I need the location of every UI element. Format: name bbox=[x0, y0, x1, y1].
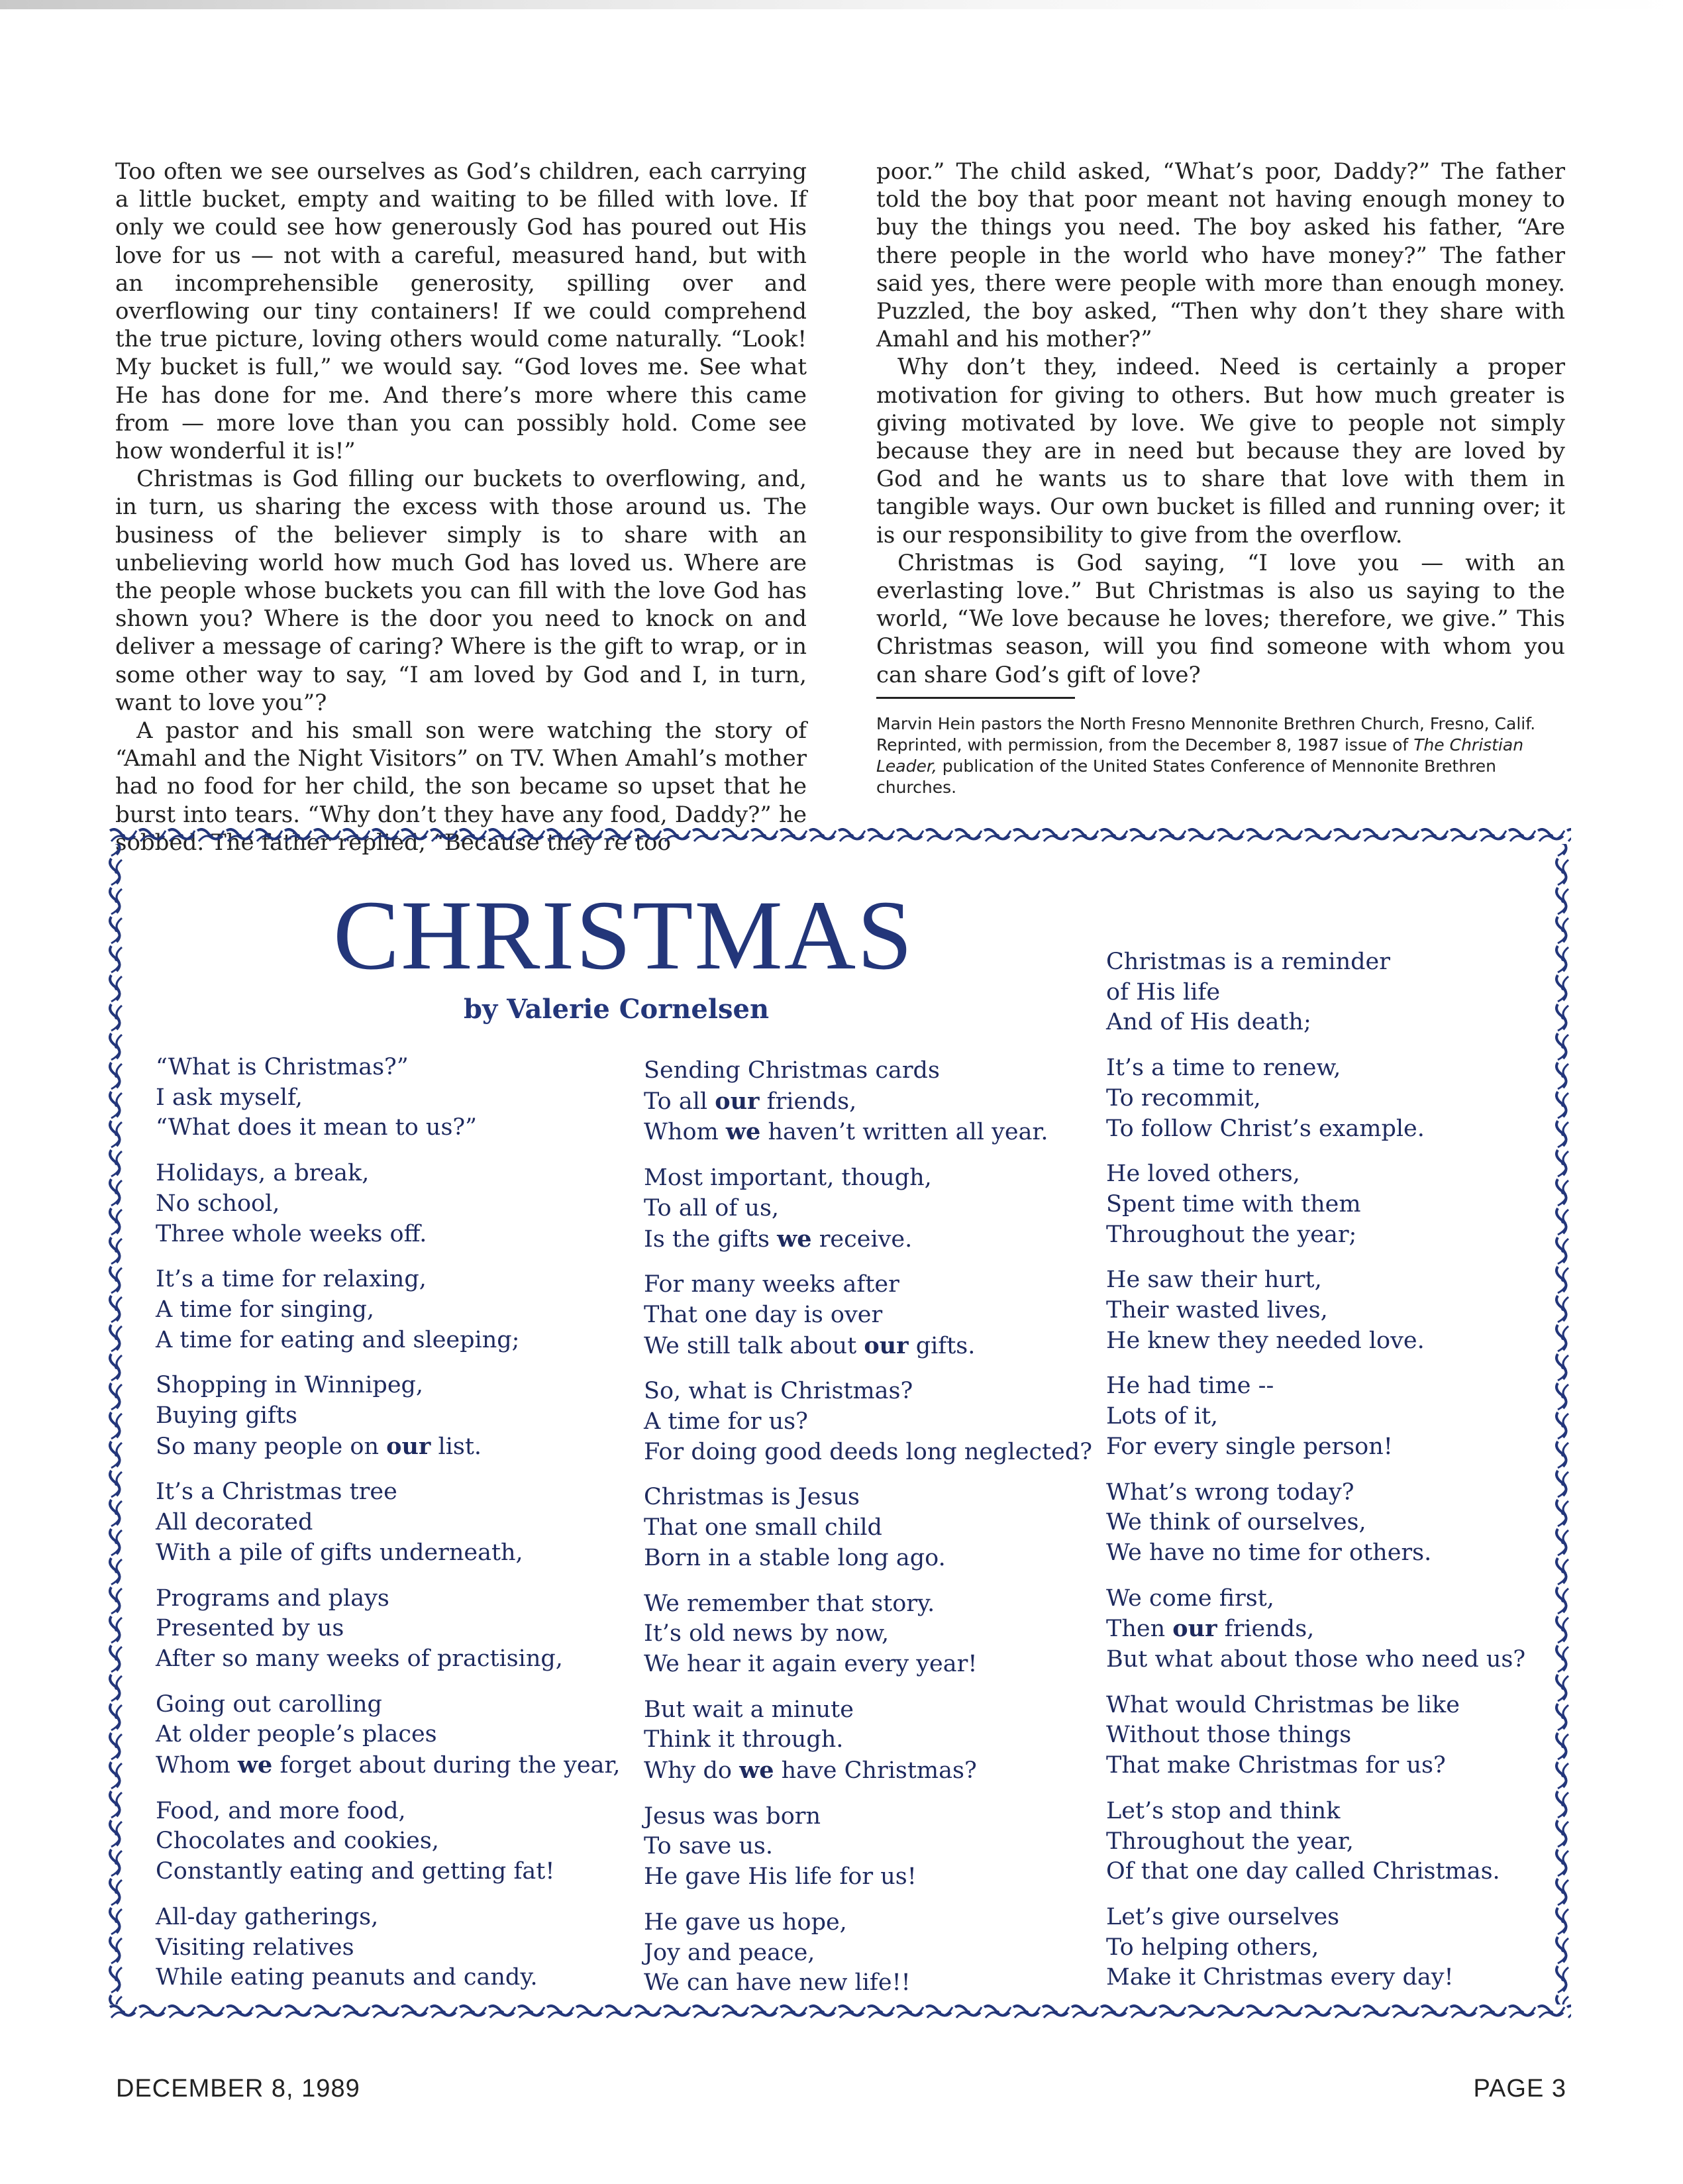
poem-line: It’s a time to renew, bbox=[1106, 1055, 1341, 1082]
poem-line: We hear it again every year! bbox=[644, 1650, 978, 1677]
poem-line: A time for us? bbox=[644, 1408, 808, 1435]
article-paragraph: poor.” The child asked, “What’s poor, Daddy?” The father told the boy that poor meant not having enough money to buy the things you need. The boy asked his father, “Are there people in the world who have money?” The father said yes, there were people with more than enough money. Puzzled, the boy asked, “Then why don’t they share with Amahl and his mother?” bbox=[876, 158, 1565, 353]
poem-line: Christmas is Jesus bbox=[644, 1484, 860, 1511]
poem-line: Think it through. bbox=[644, 1726, 844, 1753]
poem-line: And of His death; bbox=[1106, 1009, 1311, 1036]
poem-line: Lots of it, bbox=[1106, 1403, 1219, 1430]
poem-line: I ask myself, bbox=[156, 1084, 303, 1111]
poem-stanza bbox=[644, 1589, 1092, 1680]
poem-line: Food, and more food, bbox=[156, 1797, 406, 1824]
poem-line: To all of us, bbox=[644, 1194, 780, 1222]
poem-line: To save us. bbox=[644, 1833, 773, 1860]
poem-line: Chocolates and cookies, bbox=[156, 1828, 439, 1855]
poem-stanza bbox=[156, 1053, 620, 1143]
poem-line: “What is Christmas?” bbox=[156, 1054, 409, 1080]
poem-stanza bbox=[1106, 1690, 1525, 1781]
poem-line: That one small child bbox=[644, 1514, 882, 1541]
poem-line: For doing good deeds long neglected? bbox=[644, 1438, 1093, 1465]
poem-line: Shopping in Winnipeg, bbox=[156, 1372, 424, 1399]
poem-column-1 bbox=[156, 1053, 620, 2008]
poem-line: Three whole weeks off. bbox=[156, 1220, 427, 1247]
poem-line: Buying gifts bbox=[156, 1402, 297, 1430]
credit-divider bbox=[876, 697, 1075, 699]
poem-line: Throughout the year; bbox=[1106, 1221, 1357, 1248]
poem-stanza bbox=[156, 1902, 620, 1993]
poem-line: It’s a Christmas tree bbox=[156, 1479, 397, 1506]
poem-line: We think of ourselves, bbox=[1106, 1509, 1366, 1536]
publication-name: The Christian Leader, bbox=[876, 735, 1524, 776]
poem-stanza bbox=[1106, 1902, 1525, 1993]
poem-stanza bbox=[156, 1265, 620, 1355]
article-right-column bbox=[876, 158, 1565, 798]
poem-line: That one day is over bbox=[644, 1301, 883, 1328]
poem-line: So, what is Christmas? bbox=[644, 1378, 913, 1405]
poem-line: All decorated bbox=[156, 1509, 313, 1536]
poem-line: Is the gifts we receive. bbox=[644, 1225, 913, 1253]
poem-line: He gave His life for us! bbox=[644, 1863, 917, 1891]
poem-line: Whom we haven’t written all year. bbox=[644, 1118, 1048, 1146]
poem-byline: by Valerie Cornelsen bbox=[464, 994, 770, 1025]
poem-line: No school, bbox=[156, 1190, 280, 1217]
poem-line: He loved others, bbox=[1106, 1161, 1300, 1188]
poem-stanza bbox=[644, 1377, 1092, 1467]
poem-line: We still talk about our gifts. bbox=[644, 1331, 976, 1359]
poem-line: While eating peanuts and candy. bbox=[156, 1964, 538, 1991]
poem-column-3 bbox=[1106, 947, 1525, 2008]
poem-stanza bbox=[1106, 1159, 1525, 1250]
poem-line: He had time -- bbox=[1106, 1373, 1274, 1400]
poem-stanza bbox=[644, 1056, 1092, 1148]
poem-line: Why do we have Christmas? bbox=[644, 1757, 977, 1785]
poem-line: Joy and peace, bbox=[644, 1939, 815, 1966]
poem-stanza bbox=[1106, 1053, 1525, 1144]
credit-text-end: publication of the United States Conference of Mennonite Brethren churches. bbox=[876, 756, 1496, 797]
poem-line: Let’s give ourselves bbox=[1106, 1903, 1340, 1930]
poem-line: With a pile of gifts underneath, bbox=[156, 1539, 523, 1566]
poem-stanza bbox=[1106, 1478, 1525, 1569]
poem-line: Their wasted lives, bbox=[1106, 1297, 1328, 1324]
poem-stanza bbox=[644, 1695, 1092, 1787]
poem-line: Holidays, a break, bbox=[156, 1160, 370, 1187]
poem-line: What’s wrong today? bbox=[1106, 1479, 1354, 1506]
poem-title: CHRISTMAS bbox=[333, 880, 914, 990]
poem-line: Visiting relatives bbox=[156, 1934, 354, 1961]
poem-line: He knew they needed love. bbox=[1106, 1327, 1425, 1354]
poem-line: Let’s stop and think bbox=[1106, 1797, 1341, 1824]
poem-line: We remember that story. bbox=[644, 1590, 935, 1617]
poem-line: He gave us hope, bbox=[644, 1908, 847, 1936]
poem-line: All-day gatherings, bbox=[156, 1903, 379, 1930]
poem-line: For every single person! bbox=[1106, 1433, 1393, 1460]
poem-line: Without those things bbox=[1106, 1722, 1352, 1749]
poem-line: Most important, though, bbox=[644, 1165, 932, 1192]
poem-line: It’s old news by now, bbox=[644, 1620, 890, 1647]
poem-line: We can have new life!! bbox=[644, 1969, 911, 1997]
poem-line: Christmas is a reminder bbox=[1106, 949, 1390, 975]
poem-stanza bbox=[1106, 947, 1525, 1038]
poem-stanza bbox=[644, 1908, 1092, 1999]
poem-line: What would Christmas be like bbox=[1106, 1691, 1460, 1718]
poem-line: We come first, bbox=[1106, 1585, 1274, 1612]
poem-stanza bbox=[644, 1482, 1092, 1573]
poem-stanza bbox=[1106, 1584, 1525, 1675]
poem-stanza bbox=[156, 1159, 620, 1249]
poem-line: For many weeks after bbox=[644, 1271, 899, 1298]
article-paragraph: A pastor and his small son were watching the story of “Amahl and the Night Visitors” on TV. When Amahl’s mother had no food for her child, the son became so upset that he burst into tears. “Why don’t they have any food, Daddy?” he bbox=[115, 717, 807, 828]
poem-line: But what about those who need us? bbox=[1106, 1646, 1526, 1673]
poem-stanza bbox=[1106, 1796, 1525, 1887]
poem-line: Make it Christmas every day! bbox=[1106, 1964, 1454, 1991]
poem-stanza bbox=[156, 1796, 620, 1887]
poem-line: To all our friends, bbox=[644, 1087, 857, 1115]
poem-line: Whom we forget about during the year, bbox=[156, 1751, 621, 1779]
poem-stanza bbox=[1106, 1371, 1525, 1462]
poem-line: A time for eating and sleeping; bbox=[156, 1326, 520, 1353]
poem-line: To follow Christ’s example. bbox=[1106, 1115, 1425, 1142]
poem-line: He saw their hurt, bbox=[1106, 1267, 1322, 1294]
poem-stanza bbox=[644, 1270, 1092, 1361]
scan-edge-smudge bbox=[0, 0, 1683, 9]
author-credit bbox=[876, 713, 1565, 798]
poem-line: We have no time for others. bbox=[1106, 1539, 1432, 1566]
poem-line: It’s a time for relaxing, bbox=[156, 1266, 427, 1293]
article-paragraph: Christmas is God saying, “I love you — with an everlasting love.” But Christmas is also us saying to the world, “We love because he loves; therefore, we give.” This Christmas season, will you find someone with whom you can share God’s gift of love? bbox=[876, 549, 1565, 688]
poem-stanza bbox=[156, 1477, 620, 1568]
poem-line: Jesus was born bbox=[644, 1802, 821, 1830]
poem-line: Constantly eating and getting fat! bbox=[156, 1858, 555, 1885]
poem-line: Of that one day called Christmas. bbox=[1106, 1858, 1500, 1885]
poem-line: Born in a stable long ago. bbox=[644, 1544, 946, 1571]
poem-line: But wait a minute bbox=[644, 1696, 854, 1723]
poem-line: To recommit, bbox=[1106, 1084, 1261, 1112]
poem-line: Then our friends, bbox=[1106, 1615, 1315, 1643]
poem-line: Going out carolling bbox=[156, 1690, 382, 1718]
article-left-column bbox=[115, 158, 807, 857]
poem-line: That make Christmas for us? bbox=[1106, 1752, 1446, 1779]
footer-page-number: PAGE 3 bbox=[1473, 2075, 1566, 2103]
credit-text: Marvin Hein pastors the North Fresno Mennonite Brethren Church, Fresno, Calif. Reprinted, with permission, from the December 8, 1987 issue of bbox=[876, 713, 1536, 754]
poem-line: To helping others, bbox=[1106, 1934, 1319, 1961]
poem-stanza bbox=[644, 1802, 1092, 1893]
poem-line: of His life bbox=[1106, 978, 1221, 1006]
poem-stanza bbox=[156, 1690, 620, 1781]
footer-date: DECEMBER 8, 1989 bbox=[116, 2075, 360, 2103]
article-paragraph: Why don’t they, indeed. Need is certainly a proper motivation for giving to others. But how much greater is giving motivated by love. We give to people not simply because they are in need but because they are loved by God and he wants us to share that love with them in tangible ways. Our own bucket is filled and running over; it is our responsibility to give from the overflow. bbox=[876, 354, 1565, 548]
poem-line: Programs and plays bbox=[156, 1585, 389, 1612]
poem-line: A time for singing, bbox=[156, 1296, 375, 1323]
poem-line: Presented by us bbox=[156, 1615, 344, 1642]
poem-stanza bbox=[1106, 1265, 1525, 1356]
poem-line: Throughout the year, bbox=[1106, 1828, 1354, 1855]
poem-line: After so many weeks of practising, bbox=[156, 1645, 563, 1672]
poem-stanza bbox=[644, 1163, 1092, 1255]
poem-line: So many people on our list. bbox=[156, 1432, 482, 1460]
poem-line: At older people’s places bbox=[156, 1721, 437, 1748]
poem-line: “What does it mean to us?” bbox=[156, 1114, 478, 1141]
poem-line: Spent time with them bbox=[1106, 1190, 1361, 1218]
poem-stanza bbox=[156, 1584, 620, 1675]
poem-stanza bbox=[156, 1371, 620, 1462]
poem-line: Sending Christmas cards bbox=[644, 1057, 940, 1084]
poem-column-2 bbox=[644, 1056, 1092, 2014]
article-paragraph: Too often we see ourselves as God’s children, each carrying a little bucket, empty and waiting to be filled with love. If only we could see how generously God has poured out His love for us — not with a careful, measured hand, but with an incomprehensible generosity, spilling over and overflowing our tiny containers! If we could comprehend the true picture, loving others would come naturally. “Look! My bucket is full,” we would say. “God loves me. See what He has done for me. And there’s more where this came from — more love than you can possibly hold. Come see how wonderful it is!” bbox=[115, 158, 807, 465]
article-paragraph: Christmas is God filling our buckets to overflowing, and, in turn, us sharing the excess with those around us. The business of the believer simply is to share with an unbelieving world how much God has loved us. Where are the people whose buckets you can fill with the love God has shown you? Where is the door you need to knock on and deliver a message of caring? Where is the gift to wrap, or in some other way to say, “I am loved by God and I, in turn, want to love you”? bbox=[115, 466, 807, 716]
